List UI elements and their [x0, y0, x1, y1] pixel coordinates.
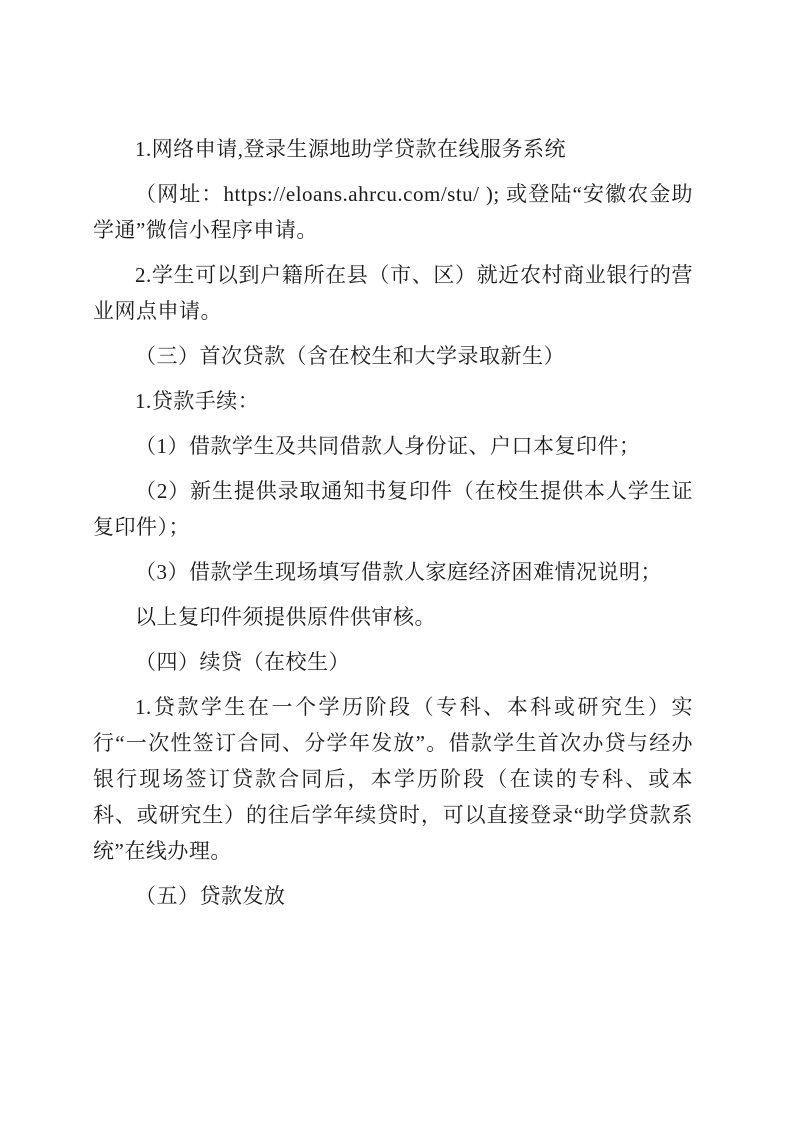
paragraph: （五）贷款发放: [135, 884, 286, 908]
paragraph: 1.网络申请,登录生源地助学贷款在线服务系统: [135, 137, 566, 161]
paragraph: 2.学生可以到户籍所在县（市、区）就近农村商业银行的营业网点申请。: [93, 263, 693, 323]
paragraph: （网址：https://eloans.ahrcu.com/stu/ ); 或登陆“安徽农金助学通”微信小程序申请。: [93, 182, 693, 242]
paragraph: 以上复印件须提供原件供审核。: [135, 605, 436, 629]
document-body: [93, 131, 693, 923]
paragraph: 1.贷款学生在一个学历阶段（专科、本科或研究生）实行“一次性签订合同、分学年发放”。借款学生首次办贷与经办银行现场签订贷款合同后，本学历阶段（在读的专科、或本科、或研究生）的往后学年续贷时，可以直接登录“助学贷款系统”在线办理。: [93, 695, 693, 863]
paragraph: 1.贷款手续：: [135, 389, 260, 413]
paragraph: （2）新生提供录取通知书复印件（在校生提供本人学生证复印件）；: [93, 479, 693, 539]
paragraph: （1）借款学生及共同借款人身份证、户口本复印件；: [135, 434, 641, 458]
paragraph: （3）借款学生现场填写借款人家庭经济困难情况说明；: [135, 560, 662, 584]
paragraph: （四）续贷（在校生）: [135, 650, 350, 674]
paragraph: （三）首次贷款（含在校生和大学录取新生）: [135, 344, 565, 368]
